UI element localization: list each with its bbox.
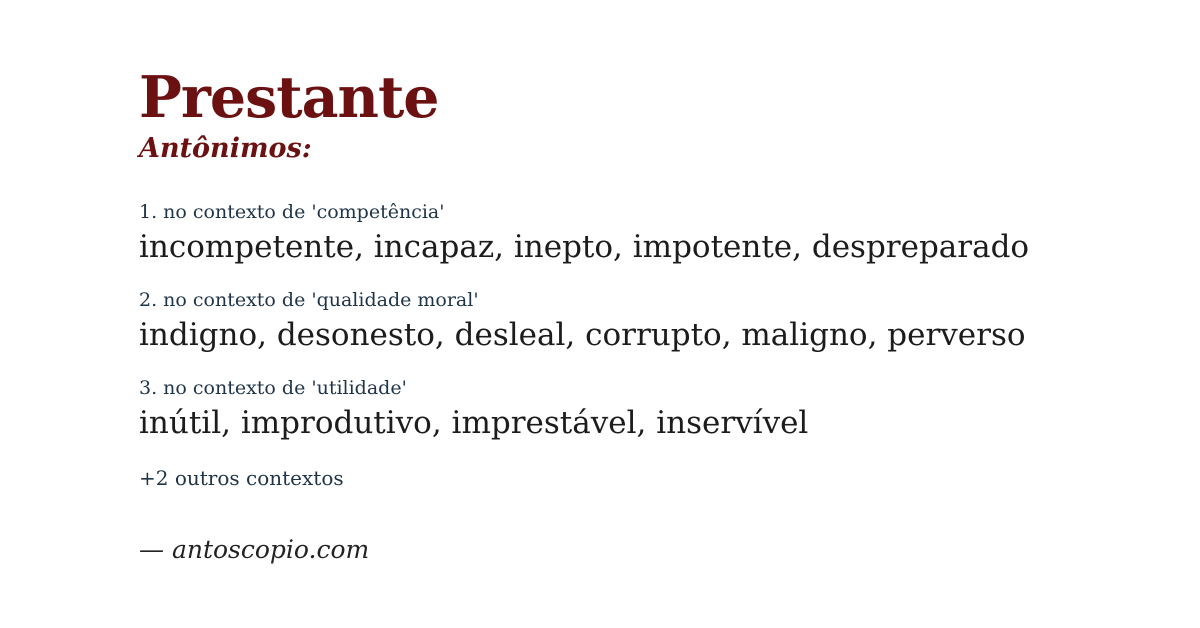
context-label: 1. no contexto de 'competência' [139, 201, 445, 223]
antonym-words: indigno, desonesto, desleal, corrupto, maligno, perverso [139, 317, 1026, 353]
page-title: Prestante [139, 64, 439, 131]
antonym-words: inútil, improdutivo, imprestável, inservível [139, 405, 809, 441]
context-label: 3. no contexto de 'utilidade' [139, 377, 407, 399]
more-contexts-label: +2 outros contextos [139, 466, 344, 490]
antonym-section [139, 376, 1140, 444]
antonym-section [139, 200, 1140, 268]
attribution: — antoscopio.com [139, 535, 370, 564]
antonym-words: incompetente, incapaz, inepto, impotente, despreparado [139, 229, 1030, 265]
antonyms-subtitle: Antônimos: [139, 133, 312, 164]
antonym-section [139, 288, 1140, 356]
context-label: 2. no contexto de 'qualidade moral' [139, 289, 479, 311]
